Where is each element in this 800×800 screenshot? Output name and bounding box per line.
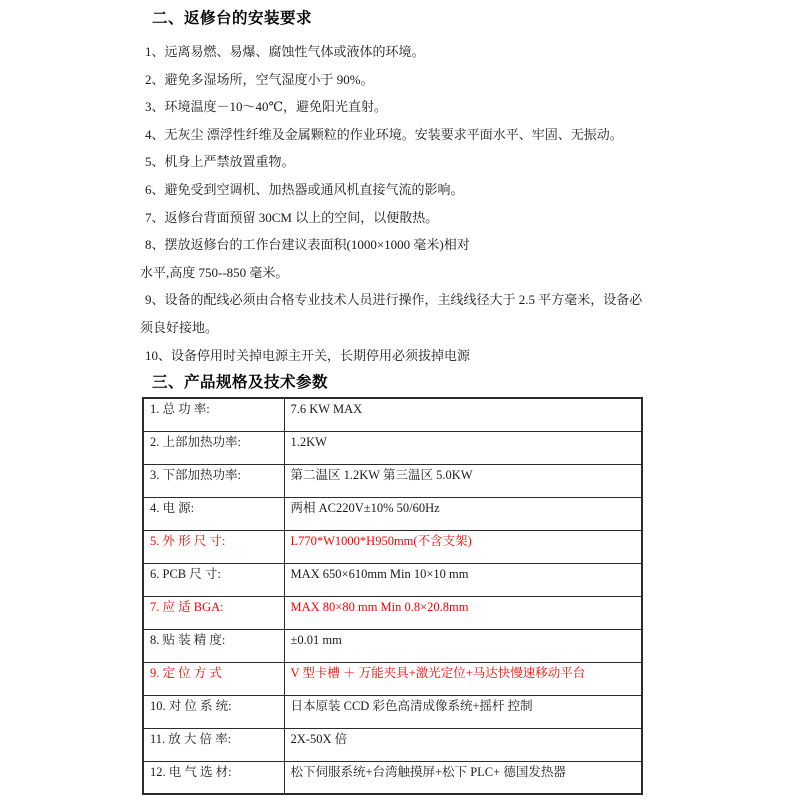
install-requirements-list (140, 38, 670, 369)
list-line: 4、无灰尘 漂浮性纤维及金属颗粒的作业环境。安装要求平面水平、牢固、无振动。 (145, 126, 623, 142)
section-3-heading: 三、产品规格及技术参数 (152, 374, 329, 391)
spec-table (142, 397, 643, 795)
spec-label: 11. 放 大 倍 率: (143, 728, 284, 761)
spec-value: 7.6 KW MAX (284, 398, 642, 431)
spec-label: 2. 上部加热功率: (143, 431, 284, 464)
list-line: 3、环境温度－10～40℃，避免阳光直射。 (145, 99, 388, 115)
list-line: 2、避免多湿场所，空气湿度小于 90%。 (145, 71, 374, 87)
table-row (143, 497, 642, 530)
list-line: 5、机身上严禁放置重物。 (145, 154, 295, 170)
list-line: 9、设备的配线必须由合格专业技术人员进行操作，主线线径大于 2.5 平方毫米，设备必 (145, 292, 643, 308)
table-row (143, 530, 642, 563)
list-line: 8、摆放返修台的工作台建议表面积(1000×1000 毫米)相对 (145, 237, 470, 253)
list-line-continuation: 须良好接地。 (140, 319, 219, 335)
table-row (143, 728, 642, 761)
spec-value: MAX 80×80 mm Min 0.8×20.8mm (284, 596, 642, 629)
spec-value: ±0.01 mm (284, 629, 642, 662)
spec-label: 12. 电 气 选 材: (143, 761, 284, 794)
table-row (143, 563, 642, 596)
table-row (143, 596, 642, 629)
spec-label: 7. 应 适 BGA: (143, 596, 284, 629)
list-line-continuation: 水平,高度 750--850 毫米。 (140, 264, 289, 280)
table-row (143, 761, 642, 794)
spec-label: 6. PCB 尺 寸: (143, 563, 284, 596)
spec-value: L770*W1000*H950mm(不含支架) (284, 530, 642, 563)
spec-label: 1. 总 功 率: (143, 398, 284, 431)
spec-label: 4. 电 源: (143, 497, 284, 530)
spec-value: 2X-50X 倍 (284, 728, 642, 761)
table-row (143, 398, 642, 431)
spec-value: 日本原装 CCD 彩色高清成像系统+摇杆 控制 (284, 695, 642, 728)
table-row (143, 662, 642, 695)
spec-value: 两相 AC220V±10% 50/60Hz (284, 497, 642, 530)
spec-value: 1.2KW (284, 431, 642, 464)
spec-value: 第二温区 1.2KW 第三温区 5.0KW (284, 464, 642, 497)
list-line: 6、避免受到空调机、加热器或通风机直接气流的影响。 (145, 181, 464, 197)
table-row (143, 629, 642, 662)
spec-value: V 型卡槽 ＋ 万能夹具+激光定位+马达快慢速移动平台 (284, 662, 642, 695)
section-2-heading: 二、返修台的安装要求 (152, 10, 313, 27)
list-line: 1、远离易燃、易爆、腐蚀性气体或液体的环境。 (145, 44, 425, 59)
spec-value: 松下伺服系统+台湾触摸屏+松下 PLC+ 德国发热器 (284, 761, 642, 794)
table-row (143, 431, 642, 464)
spec-value: MAX 650×610mm Min 10×10 mm (284, 563, 642, 596)
spec-label: 9. 定 位 方 式 (143, 662, 284, 695)
spec-label: 5. 外 形 尺 寸: (143, 530, 284, 563)
list-line: 7、返修台背面预留 30CM 以上的空间，以便散热。 (145, 209, 439, 225)
spec-label: 3. 下部加热功率: (143, 464, 284, 497)
table-row (143, 695, 642, 728)
table-row (143, 464, 642, 497)
spec-label: 10. 对 位 系 统: (143, 695, 284, 728)
list-line: 10、设备停用时关掉电源主开关，长期停用必须拔掉电源 (145, 347, 471, 363)
spec-label: 8. 贴 装 精 度: (143, 629, 284, 662)
